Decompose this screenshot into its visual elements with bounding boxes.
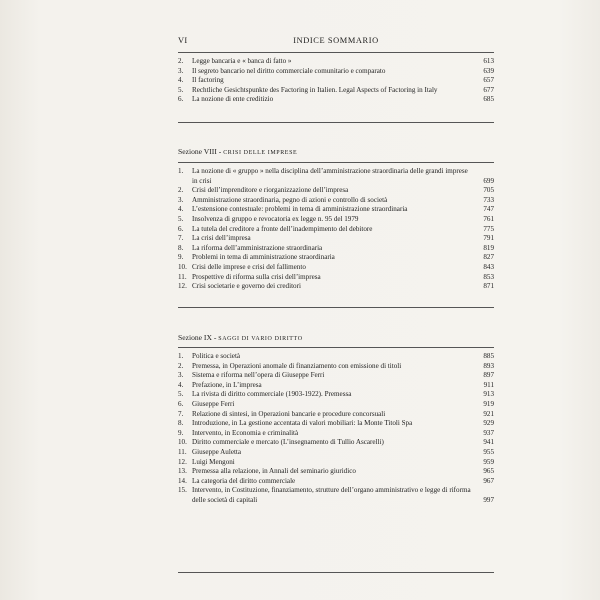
entry-page-number: 967	[483, 476, 494, 485]
toc-entry	[178, 429, 494, 439]
entry-number: 4.	[178, 380, 184, 389]
entry-page-number: 919	[483, 399, 494, 408]
section9-entries-list	[178, 352, 494, 506]
entry-title: Rechtliche Gesichtspunkte des Factoring in Italien. Legal Aspects of Factoring in Italy	[192, 85, 438, 94]
section-separator: -	[216, 147, 224, 156]
top-end-rule	[178, 122, 494, 123]
section8-top-rule	[178, 162, 494, 163]
entry-page-number: 885	[483, 352, 494, 360]
entry-page-number: 639	[483, 66, 494, 75]
entry-number: 3.	[178, 371, 184, 380]
entry-page-number: 819	[483, 243, 494, 252]
toc-entry	[178, 67, 494, 77]
entry-title: Introduzione, in La gestione accentata di valori mobiliari: la Monte Titoli Spa	[192, 419, 413, 428]
entry-number: 5.	[178, 214, 184, 223]
rule	[178, 347, 494, 348]
section9-top-rule	[178, 347, 494, 348]
toc-entry	[178, 76, 494, 86]
entry-page-number: 613	[483, 57, 494, 65]
entry-number: 15.	[178, 486, 187, 495]
entry-number: 6.	[178, 224, 184, 233]
entry-number: 9.	[178, 253, 184, 262]
entry-title: Problemi in tema di amministrazione straordinaria	[192, 253, 335, 262]
entry-title: La rivista di diritto commerciale (1903-1922). Premessa	[192, 390, 352, 399]
toc-entry	[178, 253, 494, 263]
entry-title: Relazione di sintesi, in Operazioni bancarie e procedure concorsuali	[192, 409, 386, 418]
toc-entry	[178, 400, 494, 410]
entry-page-number: 929	[483, 419, 494, 428]
entry-page-number: 913	[483, 390, 494, 399]
section-name: SAGGI DI VARIO DIRITTO	[218, 336, 303, 342]
entry-page-number: 871	[483, 282, 494, 291]
rule	[178, 572, 494, 573]
toc-entry	[178, 225, 494, 235]
entry-page-number: 893	[483, 361, 494, 370]
entry-number: 12.	[178, 282, 187, 291]
top-rule	[178, 52, 494, 53]
toc-entry	[178, 458, 494, 468]
entry-page-number: 677	[483, 85, 494, 94]
section8-bottom-rule	[178, 307, 494, 308]
entry-number: 3.	[178, 195, 184, 204]
entry-page-number: 657	[483, 76, 494, 85]
toc-entry	[178, 381, 494, 391]
entry-number: 10.	[178, 438, 187, 447]
entry-number: 4.	[178, 205, 184, 214]
toc-entry	[178, 477, 494, 487]
running-title: INDICE SOMMARIO	[293, 36, 379, 45]
entry-page-number: 733	[483, 195, 494, 204]
section9-bottom-rule	[178, 572, 494, 573]
top-entries-list	[178, 57, 494, 105]
entry-page-number: 775	[483, 224, 494, 233]
entry-number: 2.	[178, 361, 184, 370]
entry-title: Premessa alla relazione, in Annali del seminario giuridico	[192, 467, 356, 476]
entry-title: La categoria del diritto commerciale	[192, 476, 296, 485]
entry-title: Giuseppe Auletta	[192, 447, 242, 456]
entry-page-number: 699	[483, 176, 494, 185]
entry-title: Amministrazione straordinaria, pegno di azioni e controllo di società	[192, 195, 388, 204]
entry-page-number: 921	[483, 409, 494, 418]
entry-number: 2.	[178, 186, 184, 195]
toc-entry	[178, 234, 494, 244]
entry-title: Legge bancaria e « banca di fatto »	[192, 57, 292, 65]
toc-entry	[178, 282, 494, 292]
entry-page-number: 685	[483, 95, 494, 104]
entry-title: Prefazione, in L’impresa	[192, 380, 262, 389]
entry-number: 7.	[178, 234, 184, 243]
entry-title: Crisi delle imprese e crisi del fallimento	[192, 262, 306, 271]
entry-title: La tutela del creditore a fronte dell’inadempimento del debitore	[192, 224, 373, 233]
entry-title: Premessa, in Operazioni anomale di finanziamento con emissione di titoli	[192, 361, 402, 370]
toc-entry	[178, 205, 494, 215]
entry-title: Diritto commerciale e mercato (L’insegnamento di Tullio Ascarelli)	[192, 438, 384, 447]
entry-page-number: 965	[483, 467, 494, 476]
entry-title: Il segreto bancario nel diritto commerciale comunitario e comparato	[192, 66, 386, 75]
entry-page-number: 791	[483, 234, 494, 243]
toc-entry	[178, 448, 494, 458]
section-label: Sezione IX	[178, 333, 212, 342]
entry-number: 9.	[178, 428, 184, 437]
section-heading-8	[178, 147, 494, 156]
entry-number: 6.	[178, 95, 184, 104]
entry-number: 8.	[178, 419, 184, 428]
entry-number: 5.	[178, 85, 184, 94]
entry-page-number: 937	[483, 428, 494, 437]
toc-entry	[178, 438, 494, 448]
toc-entry	[178, 371, 494, 381]
entry-number: 2.	[178, 57, 184, 65]
entry-title: Crisi dell’imprenditore e riorganizzazione dell’impresa	[192, 186, 349, 195]
toc-entry	[178, 167, 494, 186]
toc-entry	[178, 352, 494, 362]
toc-entry	[178, 215, 494, 225]
entry-page-number: 747	[483, 205, 494, 214]
entry-title: Prospettive di riforma sulla crisi dell’impresa	[192, 272, 321, 281]
entry-number: 14.	[178, 476, 187, 485]
toc-entry	[178, 244, 494, 254]
section8-entries-list	[178, 167, 494, 292]
entry-page-number: 843	[483, 262, 494, 271]
entry-title: Sistema e riforma nell’opera di Giuseppe Ferri	[192, 371, 325, 380]
top-block	[178, 52, 494, 53]
toc-entry	[178, 390, 494, 400]
toc-entry	[178, 419, 494, 429]
entry-page-number: 997	[483, 495, 494, 504]
entry-title: L’estensione contestuale: problemi in tema di amministrazione straordinaria	[192, 205, 408, 214]
section-heading-9	[178, 333, 494, 342]
entry-number: 6.	[178, 399, 184, 408]
entry-title: Intervento, in Economia e criminalità	[192, 428, 299, 437]
entry-page-number: 955	[483, 447, 494, 456]
section-separator: -	[211, 333, 219, 342]
entry-number: 1.	[178, 167, 184, 175]
entry-number: 5.	[178, 390, 184, 399]
entry-title: La riforma dell’amministrazione straordinaria	[192, 243, 323, 252]
entry-number: 10.	[178, 262, 187, 271]
toc-entry	[178, 196, 494, 206]
entry-title: Crisi societarie e governo dei creditori	[192, 282, 301, 291]
toc-entry	[178, 57, 494, 67]
section-name: CRISI DELLE IMPRESE	[223, 150, 298, 156]
toc-entry	[178, 362, 494, 372]
entry-number: 11.	[178, 272, 187, 281]
toc-entry	[178, 95, 494, 105]
entry-number: 13.	[178, 467, 187, 476]
toc-entry	[178, 273, 494, 283]
entry-number: 7.	[178, 409, 184, 418]
toc-entry	[178, 186, 494, 196]
page-number: VI	[178, 36, 188, 45]
entry-number: 4.	[178, 76, 184, 85]
toc-entry	[178, 410, 494, 420]
entry-page-number: 959	[483, 457, 494, 466]
toc-entry	[178, 486, 494, 505]
entry-page-number: 911	[483, 380, 494, 389]
entry-number: 8.	[178, 243, 184, 252]
rule	[178, 162, 494, 163]
entry-page-number: 705	[483, 186, 494, 195]
entry-page-number: 897	[483, 371, 494, 380]
entry-page-number: 761	[483, 214, 494, 223]
entry-title: Intervento, in Costituzione, finanziamento, strutture dell’organo amministrativo e legge di riforma delle società di capitali	[192, 486, 471, 504]
entry-title: Luigi Mengoni	[192, 457, 235, 466]
entry-title: Il factoring	[192, 76, 224, 85]
entry-title: La nozione di « gruppo » nella disciplina dell’amministrazione straordinaria delle grandi imprese in crisi	[192, 167, 468, 185]
entry-page-number: 941	[483, 438, 494, 447]
toc-entry	[178, 86, 494, 96]
entry-title: La nozione di ente creditizio	[192, 95, 274, 104]
toc-entry	[178, 263, 494, 273]
entry-title: Insolvenza di gruppo e revocatoria ex legge n. 95 del 1979	[192, 214, 359, 223]
entry-page-number: 853	[483, 272, 494, 281]
entry-page-number: 827	[483, 253, 494, 262]
entry-title: La crisi dell’impresa	[192, 234, 251, 243]
rule	[178, 122, 494, 123]
entry-title: Giuseppe Ferri	[192, 399, 235, 408]
entry-title: Politica e società	[192, 352, 241, 360]
entry-number: 3.	[178, 66, 184, 75]
section-label: Sezione VIII	[178, 147, 217, 156]
entry-number: 12.	[178, 457, 187, 466]
toc-entry	[178, 467, 494, 477]
rule	[178, 307, 494, 308]
entry-number: 1.	[178, 352, 184, 360]
entry-number: 11.	[178, 447, 187, 456]
